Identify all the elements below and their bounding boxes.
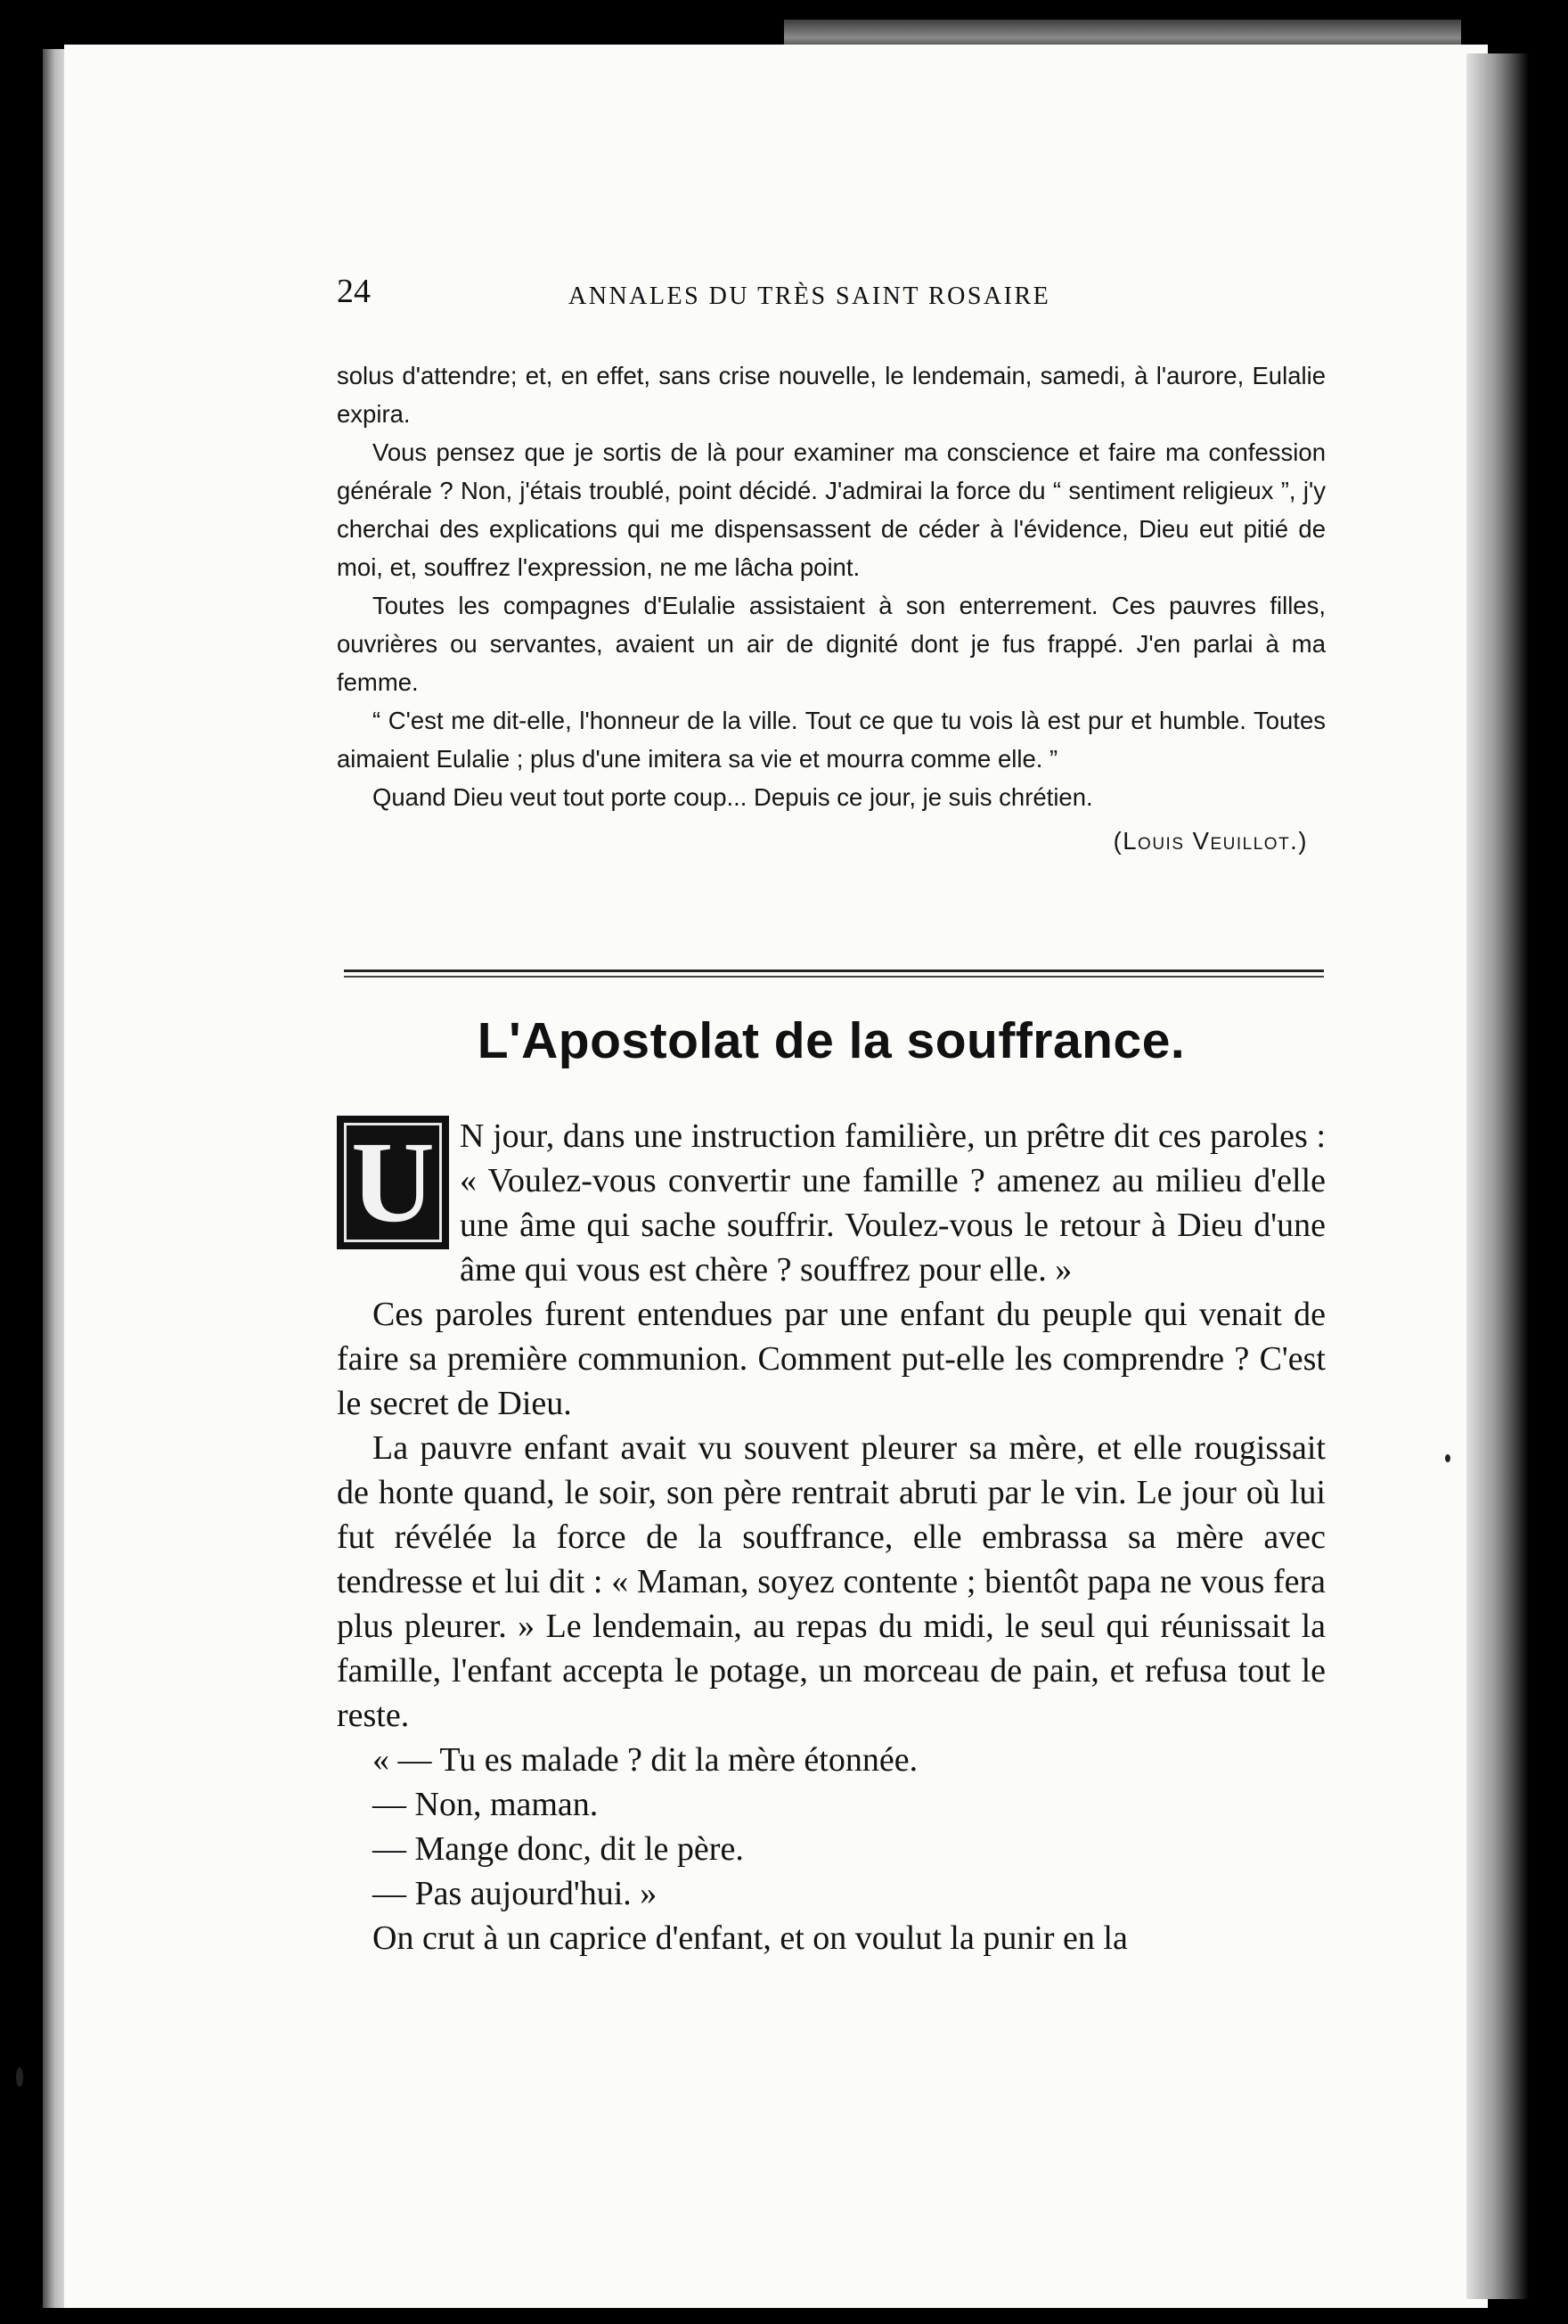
section-divider: [344, 970, 1324, 980]
dialogue-line: « — Tu es malade ? dit la mère étonnée.: [372, 1741, 919, 1779]
paragraph: Vous pensez que je sortis de là pour examiner ma conscience et faire ma confession générale ? Non, j'étais troublé, point décidé. J'admirai la force du “ sentiment religieux ”, j'y cherchai des explications qui me dispensassent de céder à l'évidence, Dieu eut pitié de moi, et, souffrez l'expression, ne me lâcha point.: [337, 438, 1326, 581]
ink-speck: [1445, 1454, 1450, 1462]
paragraph: “ C'est me dit-elle, l'honneur de la ville. Tout ce que tu vois là est pur et humble. Toutes aimaient Eulalie ; plus d'une imitera sa vie et mourra comme elle. ”: [337, 707, 1326, 773]
previous-article-end: [337, 356, 1326, 860]
paragraph: La pauvre enfant avait vu souvent pleurer sa mère, et elle rougissait de honte quand, le soir, son père rentrait abruti par le vin. Le jour où lui fut révélée la force de la souffrance, elle embrassa sa mère avec tendresse et lui dit : « Maman, soyez contente ; bientôt papa ne vous fera plus pleurer. » Le lendemain, au repas du midi, le seul qui réunissait la famille, l'enfant accepta le potage, un morceau de pain, et refusa tout le reste.: [337, 1429, 1326, 1734]
page-edge-shadow: [1466, 53, 1529, 2299]
paragraph: Toutes les compagnes d'Eulalie assistaient à son enterrement. Ces pauvres filles, ouvrières ou servantes, avaient un air de dignité dont je fus frappé. J'en parlai à ma femme.: [337, 592, 1326, 696]
running-head: [337, 272, 1326, 316]
divider-line: [344, 976, 1324, 978]
paragraph: Quand Dieu veut tout porte coup... Depuis ce jour, je suis chrétien.: [372, 783, 1093, 811]
article-title: L'Apostolat de la souffrance.: [477, 1012, 1186, 1069]
running-title: ANNALES DU TRÈS SAINT ROSAIRE: [568, 282, 1051, 310]
paragraph: On crut à un caprice d'enfant, et on voulut la punir en la: [372, 1919, 1128, 1957]
dropcap-initial: [337, 1116, 449, 1249]
dialogue-line: — Non, maman.: [372, 1786, 599, 1823]
lead-text: N jour, dans une instruction familière, un prêtre dit ces paroles : « Voulez-vous convertir une famille ? amenez au milieu d'elle une âme qui sache souffrir. Voulez-vous le retour à Dieu d'une âme qui vous est chère ? souffrez pour elle. »: [460, 1117, 1326, 1289]
ink-speck: [16, 2067, 23, 2087]
paragraph: Ces paroles furent entendues par une enfant du peuple qui venait de faire sa première communion. Comment put-elle les comprendre ? C'est le secret de Dieu.: [337, 1296, 1326, 1422]
lead-paragraph: [337, 1114, 1326, 1292]
dialogue-line: — Mange donc, dit le père.: [372, 1830, 744, 1868]
author-signature: (Louis Veuillot.): [1113, 827, 1308, 855]
paragraph: solus d'attendre; et, en effet, sans crise nouvelle, le lendemain, samedi, à l'aurore, Eulalie expira.: [337, 362, 1326, 428]
dialogue-line: — Pas aujourd'hui. »: [372, 1875, 657, 1912]
dropcap-letter: U: [351, 1118, 435, 1247]
divider-line: [344, 970, 1324, 972]
article-body: [337, 1114, 1326, 1960]
page-number: 24: [337, 273, 371, 310]
